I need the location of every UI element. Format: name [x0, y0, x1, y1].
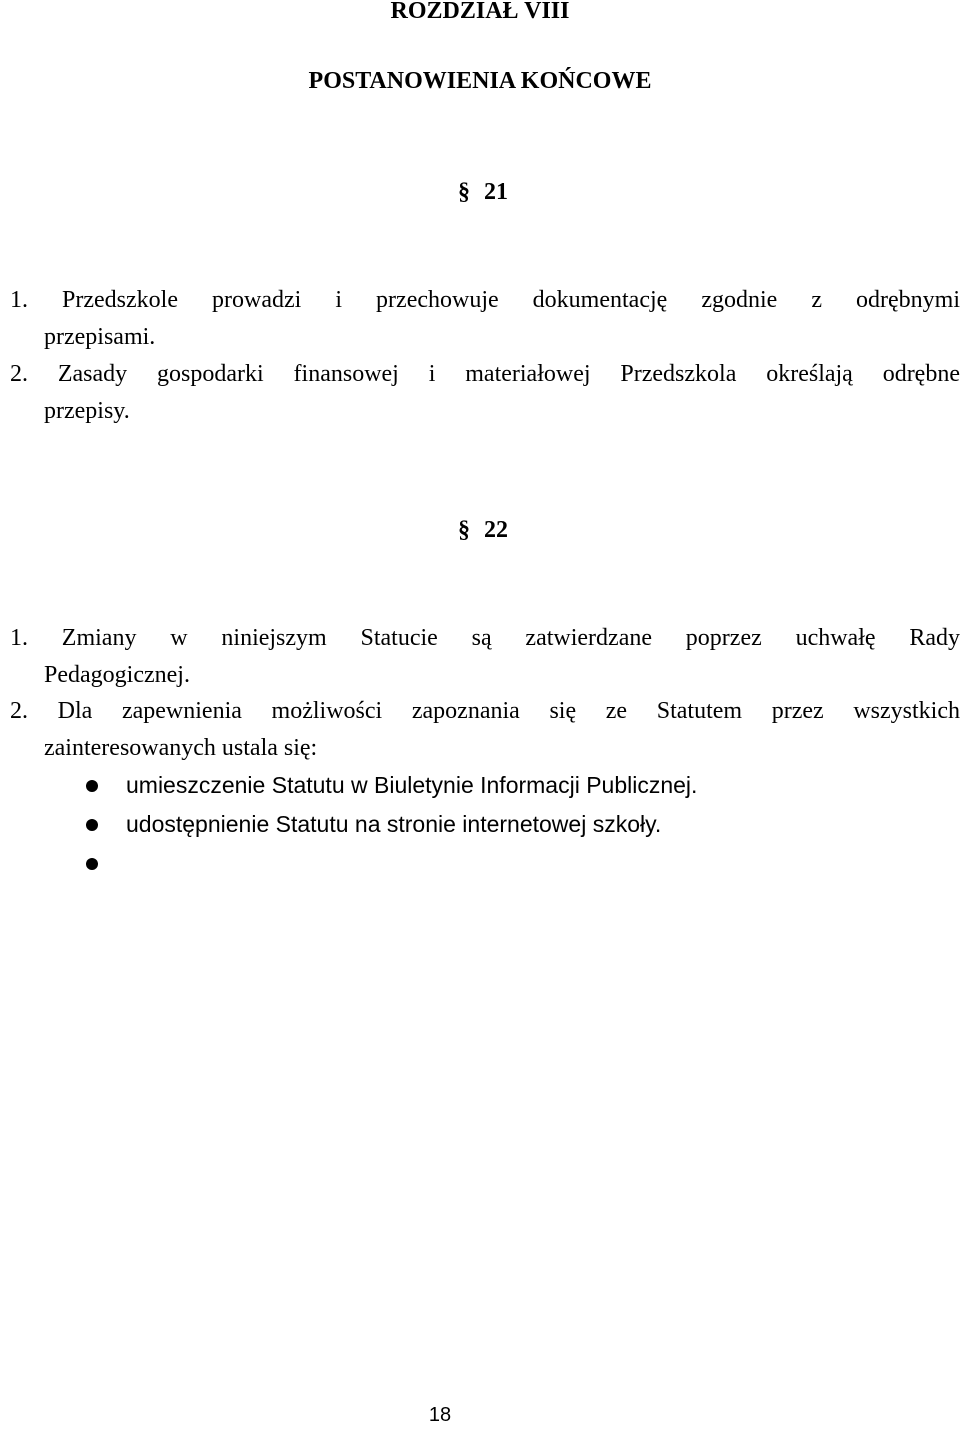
bullet-icon	[86, 858, 98, 870]
bullet-icon	[86, 819, 98, 831]
chapter-title: ROZDZIAŁ VIII	[390, 0, 570, 24]
section-symbol: §	[458, 179, 470, 205]
section-symbol: §	[458, 517, 470, 543]
paragraph-line: 2. Zasady gospodarki finansowej i materiałowej Przedszkola określają odrębne	[10, 361, 960, 387]
bullet-text: udostępnienie Statutu na stronie internetowej szkoły.	[126, 811, 662, 837]
paragraph-line: przepisy.	[44, 398, 130, 424]
section-heading-21	[458, 172, 508, 212]
paragraph-line: Pedagogicznej.	[44, 662, 190, 688]
paragraph-line: 1. Przedszkole prowadzi i przechowuje dokumentację zgodnie z odrębnymi	[10, 287, 960, 313]
paragraph-line: przepisami.	[44, 324, 156, 350]
paragraph-line: 2. Dla zapewnienia możliwości zapoznania się ze Statutem przez wszystkich	[10, 698, 960, 724]
section-number: 21	[484, 179, 508, 205]
bullet-icon	[86, 780, 98, 792]
page-number: 18	[428, 1404, 452, 1426]
chapter-subtitle: POSTANOWIENIA KOŃCOWE	[308, 68, 652, 94]
bullet-list	[0, 766, 960, 883]
bullet-item	[0, 805, 960, 844]
paragraph-21-2	[10, 356, 960, 430]
section-heading-22	[458, 510, 508, 550]
paragraph-line: zainteresowanych ustala się:	[44, 735, 318, 761]
paragraph-21-1	[10, 282, 960, 356]
section-number: 22	[484, 517, 508, 543]
bullet-item	[0, 766, 960, 805]
paragraph-22-1	[10, 620, 960, 694]
bullet-item	[0, 844, 960, 883]
paragraph-22-2	[10, 693, 960, 767]
bullet-text: umieszczenie Statutu w Biuletynie Informacji Publicznej.	[126, 772, 698, 798]
paragraph-line: 1. Zmiany w niniejszym Statucie są zatwierdzane poprzez uchwałę Rady	[10, 625, 960, 651]
